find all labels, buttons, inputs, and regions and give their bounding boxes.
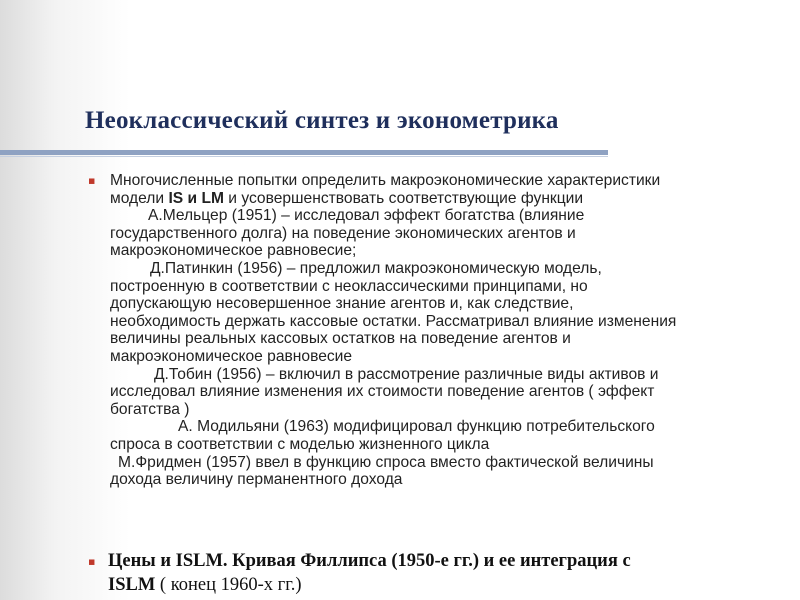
bullet-marker-2: ▪ [88, 555, 96, 568]
bullet-marker-1: ▪ [88, 174, 96, 187]
entry-friedman: М.Фридмен (1957) ввел в функцию спроса вместо фактической величины дохода величину перманентного дохода [110, 453, 654, 489]
entry-modigliani: А. Модильяни (1963) модифицировал функцию потребительского спроса в соответствии с моделью жизненного цикла [110, 418, 655, 453]
second-bullet-text: Цены и ISLM. Кривая Филлипса (1950-е гг.) и ее интеграция с ISLM ( конец 1960-х гг.) [108, 551, 631, 595]
title-divider [0, 150, 608, 155]
entry-tobin: Д.Тобин (1956) – включил в рассмотрение различные виды активов и исследовал влияние изменения их стоимости поведение агентов ( эффект богатства ) [110, 365, 659, 418]
entry-meltzer: А.Мельцер (1951) – исследовал эффект богатства (влияние государственного долга) на поведение экономических агентов и макроэкономическое равновесие; [110, 207, 585, 260]
intro-line-1: Многочисленные попытки определить макроэкономические характеристики [110, 172, 661, 189]
main-bullet-text [110, 172, 780, 489]
title-divider-thin [0, 156, 608, 157]
intro-line-2: модели IS и LM и усовершенствовать соответствующие функции [110, 189, 584, 207]
slide-title: Неоклассический синтез и эконометрика [85, 107, 559, 134]
islm-highlight: IS и LM [168, 189, 224, 207]
entry-patinkin: Д.Патинкин (1956) – предложил макроэкономическую модель, построенную в соответствии с неоклассическими принципами, но допускающую несовершенное знание агентов и, как следствие, необходимость держать кассовые остатки. Рассматривал влияние изменения величины реальных кассовых остатков на поведение агентов и макроэкономическое равновесие [110, 259, 677, 365]
